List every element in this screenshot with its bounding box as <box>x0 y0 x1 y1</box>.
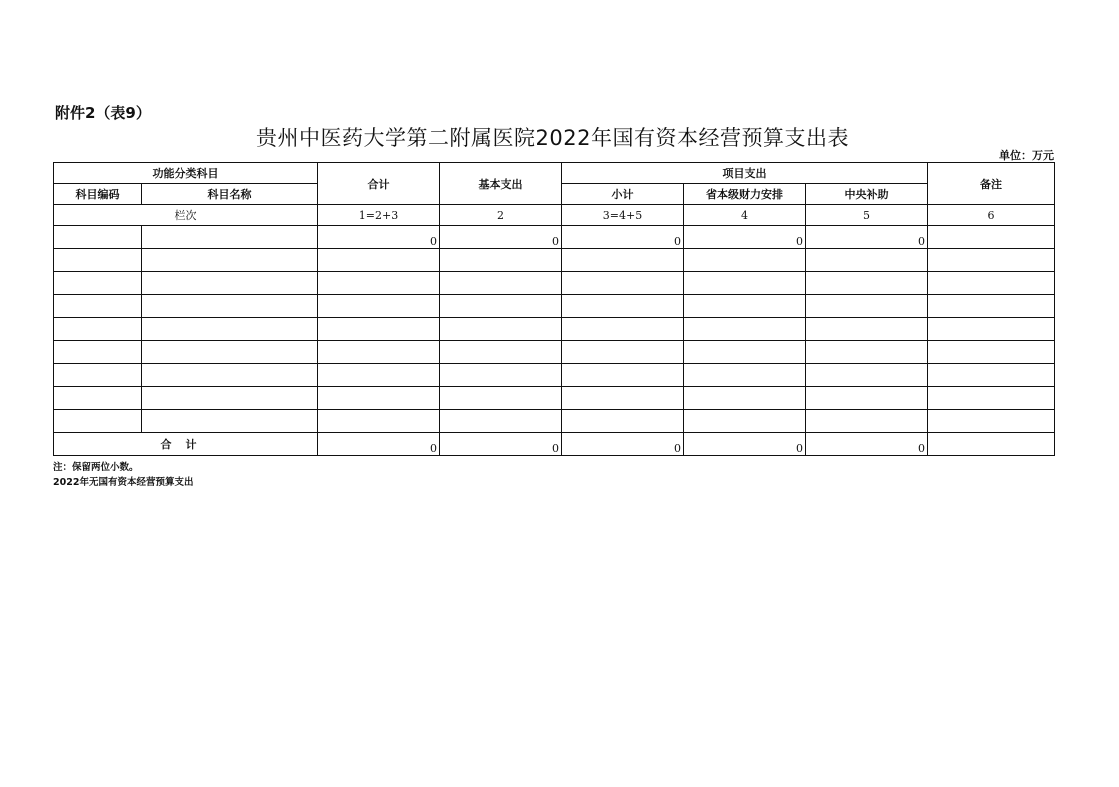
budget-table <box>53 162 1055 456</box>
header-remarks: 备注 <box>928 163 1055 205</box>
index-central: 5 <box>806 205 928 226</box>
index-provincial: 4 <box>684 205 806 226</box>
sum-basic: 0 <box>440 433 562 456</box>
document-title: 贵州中医药大学第二附属医院2022年国有资本经营预算支出表 <box>256 126 849 150</box>
attachment-label: 附件2（表9） <box>55 104 151 122</box>
sum-provincial: 0 <box>684 433 806 456</box>
header-total: 合计 <box>318 163 440 205</box>
index-subtotal: 3=4+5 <box>562 205 684 226</box>
table-row-empty <box>54 341 1055 364</box>
index-basic: 2 <box>440 205 562 226</box>
index-label: 栏次 <box>54 205 318 226</box>
sum-row <box>54 433 1055 456</box>
sum-label: 合计 <box>54 433 318 456</box>
cell-total: 0 <box>318 226 440 249</box>
table-row-empty <box>54 295 1055 318</box>
cell-code <box>54 226 142 249</box>
sum-subtotal: 0 <box>562 433 684 456</box>
sum-remarks <box>928 433 1055 456</box>
table-row-empty <box>54 249 1055 272</box>
header-subject-name: 科目名称 <box>142 184 318 205</box>
header-subject-code: 科目编码 <box>54 184 142 205</box>
header-functional-category: 功能分类科目 <box>54 163 318 184</box>
table-row-empty <box>54 272 1055 295</box>
note-no-expense: 2022年无国有资本经营预算支出 <box>53 477 194 488</box>
index-remarks: 6 <box>928 205 1055 226</box>
cell-name <box>142 226 318 249</box>
table-row-empty <box>54 387 1055 410</box>
table-row-empty <box>54 318 1055 341</box>
unit-label: 单位：万元 <box>999 149 1054 162</box>
table-row-empty <box>54 410 1055 433</box>
cell-remarks <box>928 226 1055 249</box>
cell-central: 0 <box>806 226 928 249</box>
note-decimal: 注：保留两位小数。 <box>53 462 139 473</box>
header-central-subsidy: 中央补助 <box>806 184 928 205</box>
cell-subtotal: 0 <box>562 226 684 249</box>
cell-basic: 0 <box>440 226 562 249</box>
table-row <box>54 226 1055 249</box>
table-row-empty <box>54 364 1055 387</box>
index-row <box>54 205 1055 226</box>
cell-provincial: 0 <box>684 226 806 249</box>
index-total: 1=2+3 <box>318 205 440 226</box>
header-project-expense: 项目支出 <box>562 163 928 184</box>
header-provincial: 省本级财力安排 <box>684 184 806 205</box>
header-subtotal: 小计 <box>562 184 684 205</box>
sum-total: 0 <box>318 433 440 456</box>
sum-central: 0 <box>806 433 928 456</box>
header-basic-expense: 基本支出 <box>440 163 562 205</box>
